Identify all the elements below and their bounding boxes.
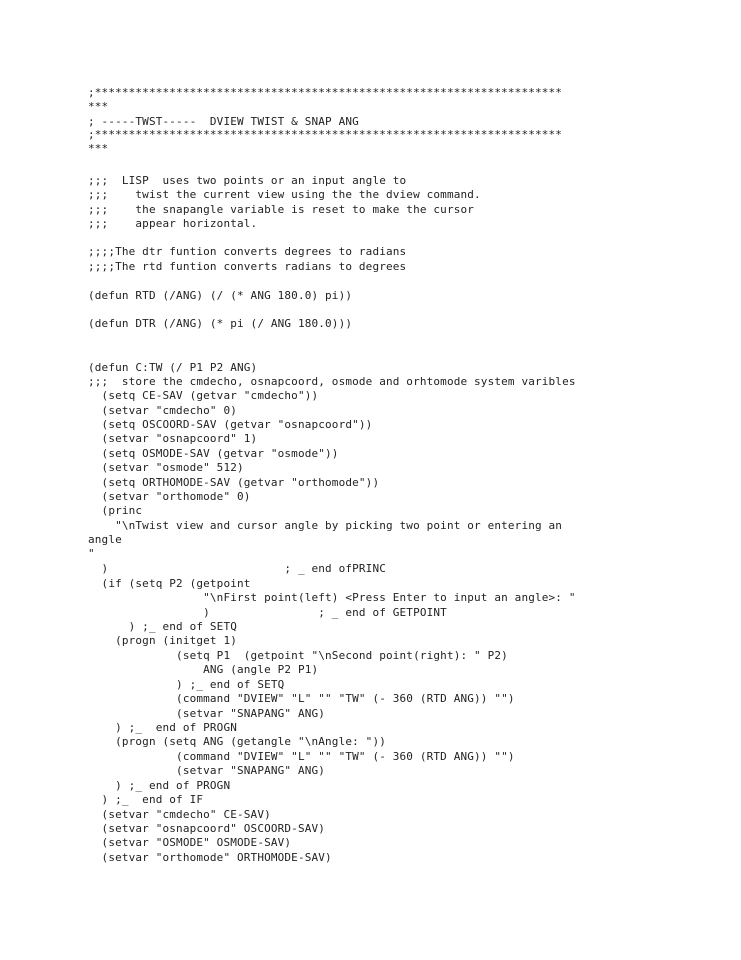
code-line: ;;; the snapangle variable is reset to make the cursor <box>88 203 475 216</box>
code-line: (setvar "SNAPANG" ANG) <box>88 707 326 720</box>
code-line: ) ; _ end of GETPOINT <box>88 606 447 619</box>
code-line: *** <box>88 142 109 155</box>
code-line: (setvar "cmdecho" CE-SAV) <box>88 808 271 821</box>
code-line: (setvar "osmode" 512) <box>88 461 244 474</box>
code-line: (command "DVIEW" "L" "" "TW" (- 360 (RTD ANG)) "") <box>88 750 515 763</box>
code-line: ;;; store the cmdecho, osnapcoord, osmode and orhtomode system varibles <box>88 375 576 388</box>
code-line: (setvar "orthomode" ORTHOMODE-SAV) <box>88 851 332 864</box>
code-line: ) ;_ end of PROGN <box>88 721 237 734</box>
code-line: (command "DVIEW" "L" "" "TW" (- 360 (RTD ANG)) "") <box>88 692 515 705</box>
code-line: ) ; _ end ofPRINC <box>88 562 386 575</box>
code-line: ; -----TWST----- DVIEW TWIST & SNAP ANG <box>88 115 359 128</box>
code-line: (setvar "orthomode" 0) <box>88 490 251 503</box>
code-line: (defun RTD (/ANG) (/ (* ANG 180.0) pi)) <box>88 289 353 302</box>
code-line: (setvar "osnapcoord" 1) <box>88 432 258 445</box>
code-line: (setvar "OSMODE" OSMODE-SAV) <box>88 836 292 849</box>
code-line: ) ;_ end of SETQ <box>88 620 237 633</box>
code-line: (setvar "cmdecho" 0) <box>88 404 237 417</box>
code-line: (princ <box>88 504 143 517</box>
code-line: " <box>88 547 95 560</box>
code-line: (setq CE-SAV (getvar "cmdecho")) <box>88 389 319 402</box>
code-line: (setq OSMODE-SAV (getvar "osmode")) <box>88 447 339 460</box>
code-line: ANG (angle P2 P1) <box>88 663 319 676</box>
code-line: angle <box>88 533 122 546</box>
code-line: ;;; twist the current view using the the dview command. <box>88 188 481 201</box>
code-line: "\nFirst point(left) <Press Enter to input an angle>: " <box>88 591 576 604</box>
code-line: *** <box>88 100 109 113</box>
code-line: "\nTwist view and cursor angle by picking two point or entering an <box>88 519 563 532</box>
code-line: (defun DTR (/ANG) (* pi (/ ANG 180.0))) <box>88 317 353 330</box>
code-line: ) ;_ end of IF <box>88 793 204 806</box>
code-line: (progn (initget 1) <box>88 634 237 647</box>
code-line: (setvar "SNAPANG" ANG) <box>88 764 326 777</box>
code-line: (if (setq P2 (getpoint <box>88 577 251 590</box>
code-line: ) ;_ end of SETQ <box>88 678 285 691</box>
code-line: ;;; appear horizontal. <box>88 217 258 230</box>
code-line: (setq ORTHOMODE-SAV (getvar "orthomode")) <box>88 476 380 489</box>
code-line: (defun C:TW (/ P1 P2 ANG) <box>88 361 258 374</box>
code-line: ;********************************************************************* <box>88 86 563 99</box>
code-line: ) ;_ end of PROGN <box>88 779 231 792</box>
code-line: ;;; LISP uses two points or an input angle to <box>88 174 407 187</box>
code-line: ;;;;The dtr funtion converts degrees to radians <box>88 245 407 258</box>
code-line: (setvar "osnapcoord" OSCOORD-SAV) <box>88 822 326 835</box>
code-line: ;;;;The rtd funtion converts radians to degrees <box>88 260 407 273</box>
code-line: (setq P1 (getpoint "\nSecond point(right): " P2) <box>88 649 508 662</box>
code-line: ;********************************************************************* <box>88 128 563 141</box>
code-line: (progn (setq ANG (getangle "\nAngle: ")) <box>88 735 386 748</box>
code-line: (setq OSCOORD-SAV (getvar "osnapcoord")) <box>88 418 373 431</box>
